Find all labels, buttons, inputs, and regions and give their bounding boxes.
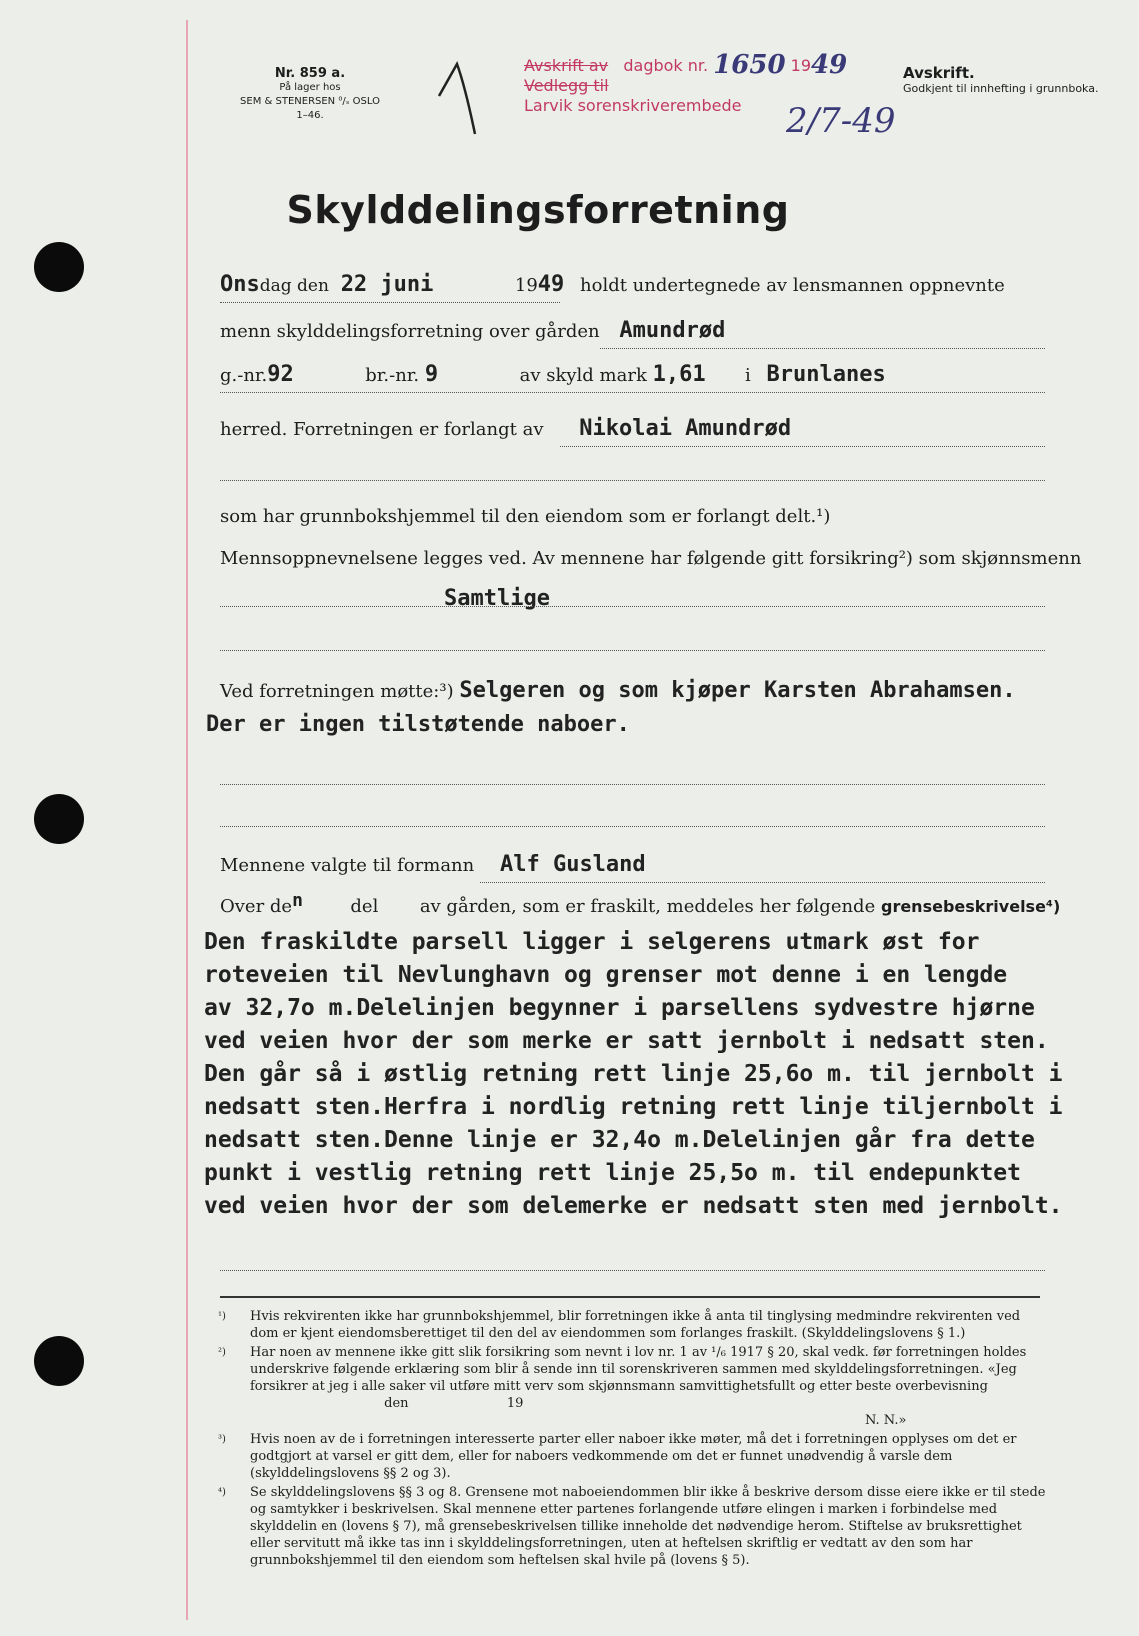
footnote-nn: N. N.» (865, 1413, 907, 1428)
publisher-line: På lager hos (279, 82, 341, 93)
stamp-office: Larvik sorenskriverembede (524, 96, 742, 115)
publisher-line: SEM & STENERSEN ⁰/ₛ OSLO (240, 96, 380, 107)
pen-mark (435, 56, 495, 136)
footnote-den: den (384, 1396, 409, 1411)
footnote: ³) Hvis noen av de i forretningen interesserte parter eller naboer ikke møter, må det i forretningen opplyses om det er godtgjort at varsel er gitt dem, eller for naboers vedkommende om det er funnet unødvendig å varsle dem (skylddelingslovens §§ 2 og 3). (218, 1432, 1017, 1481)
dotted-line (220, 392, 1045, 393)
punch-hole (34, 242, 84, 292)
skyld-label: av skyld mark (519, 365, 647, 386)
dagbok-number: 1650 (713, 50, 786, 80)
punch-hole (34, 794, 84, 844)
menn-text: Mennsoppnevnelsene legges ved. Av mennene har følgende gitt forsikring²) som skjønnsmenn (220, 548, 1082, 569)
footnote-year: 19 (506, 1396, 524, 1411)
description-line: nedsatt sten.Herfra i nordlig retning rett linje tiljernbolt i (204, 1094, 1063, 1120)
boundary-description (204, 926, 1064, 1223)
dotted-line (220, 606, 1045, 607)
description-line: av 32,7o m.Delelinjen begynner i parsellens sydvestre hjørne (204, 995, 1035, 1021)
stamp-avskrift: Avskrift av (524, 56, 609, 75)
year-value: 49 (537, 272, 565, 297)
over-label: Over de (220, 896, 293, 917)
stamp-date: 2/7-49 (786, 101, 896, 141)
avskrift-note (903, 64, 1098, 95)
form-line-mote (220, 678, 1016, 703)
dotted-line (220, 1270, 1045, 1271)
dotted-line (560, 446, 1045, 447)
form-line-farm (220, 318, 725, 343)
dotted-line (220, 784, 1045, 785)
form-line-formann (220, 852, 646, 877)
description-line: ved veien hvor der som delemerke er nedsatt sten med jernbolt. (204, 1193, 1063, 1219)
holdt-label: holdt undertegnede av lensmannen oppnevnte (580, 275, 1005, 296)
formann-value: Alf Gusland (499, 852, 646, 877)
avskrift-title: Avskrift. (903, 64, 975, 82)
document-title: Skylddelingsforretning (286, 188, 790, 232)
dotted-line (480, 882, 1045, 883)
dotted-line (220, 826, 1045, 827)
mote-value-2: Der er ingen tilstøtende naboer. (206, 712, 630, 737)
weekday-value: Ons (220, 272, 260, 297)
form-line-grense (220, 890, 1060, 917)
herred-value: Brunlanes (766, 362, 886, 387)
dotted-line (600, 348, 1045, 349)
herred-label: herred. Forretningen er forlangt av (220, 419, 544, 440)
gnr-label: g.-nr. (220, 365, 268, 386)
mote-label: Ved forretningen møtte:³) (220, 681, 454, 702)
year-prefix: 19 (514, 275, 538, 296)
del-label: del (350, 896, 379, 917)
dotted-line (220, 302, 560, 303)
skyld-value: 1,61 (652, 362, 706, 387)
over-fill: n (292, 890, 303, 911)
footnote: ²) Har noen av mennene ikke gitt slik forsikring som nevnt i lov nr. 1 av ¹/₆ 1917 § 20, skal vedk. før forretningen holdes underskrive følgende erklæring som blir å sende inn til sorenskriveren sammen med skylddelingsforretningen. «Jeg forsikrer at jeg i alle saker vil utføre mitt verv som skjønnsmann samvittighetsfullt og etter beste overbevisning den 19 N. N.» (218, 1344, 1048, 1429)
footnote-rule (220, 1296, 1040, 1298)
publisher-info (200, 66, 420, 123)
description-line: punkt i vestlig retning rett linje 25,5o m. til endepunktet (204, 1160, 1021, 1186)
dag-den-label: dag den (259, 276, 329, 296)
gnr-value: 92 (267, 362, 294, 387)
i-label: i (745, 365, 751, 386)
form-number: Nr. 859 a. (274, 66, 346, 81)
date-value: 22 juni (340, 272, 434, 297)
form-line-date (220, 272, 1005, 297)
grense-bold-label: grensebeskrivelse⁴) (880, 897, 1061, 916)
description-line: nedsatt sten.Denne linje er 32,4o m.Delelinjen går fra dette (204, 1127, 1035, 1153)
requester-value: Nikolai Amundrød (579, 416, 792, 441)
bnr-value: 9 (424, 362, 439, 387)
publisher-line: 1–46. (296, 110, 324, 121)
farm-value: Amundrød (619, 318, 726, 343)
grense-label: av gården, som er fraskilt, meddeles her følgende (419, 896, 876, 917)
punch-hole (34, 1336, 84, 1386)
skjonnsmenn-value: Samtlige (444, 586, 550, 611)
form-line-requester (220, 416, 791, 441)
footnote: ⁴) Se skylddelingslovens §§ 3 og 8. Grensene mot naboeiendommen blir ikke å beskrive dersom disse eiere ikke er til stede og samtykker i beskrivelsen. Skal mennene etter partenes forlangende utføre elingen i marken i forbindelse med skylddelin en (lovens § 7), må grensebeskrivelsen tillike inneholde det nødvendige herom. Stiftelse av bruksrettighet eller servitutt må ikke tas inn i skylddelingsforretningen, uten at heftelsen skriftlig er vedtatt av den som har grunnbokshjemmel til den eiendom som heftelsen skal hvile på (lovens § 5). (218, 1485, 1046, 1568)
description-line: roteveien til Nevlunghavn og grenser mot denne i en lengde (204, 962, 1008, 988)
avskrift-sub: Godkjent til innhefting i grunnboka. (903, 82, 1099, 95)
stamp-year-suffix: 49 (811, 50, 848, 80)
dotted-line (220, 480, 1045, 481)
stamp-dagbok: dagbok nr. (623, 56, 709, 75)
stamp-vedlegg: Vedlegg til (524, 76, 609, 95)
form-line-mote-2 (206, 712, 630, 737)
dotted-line (220, 650, 1045, 651)
registration-stamp (524, 50, 896, 141)
footnote: ¹) Hvis rekvirenten ikke har grunnbokshjemmel, blir forretningen ikke å anta til tinglysing medmindre rekvirenten ved dom er kjent eiendomsberettiget til den del av eiendommen som forlanges fraskilt. (Skylddelingslovens § 1.) (218, 1309, 1021, 1341)
description-line: Den fraskildte parsell ligger i selgerens utmark øst for (204, 929, 980, 955)
form-line-gnr (220, 362, 886, 387)
stamp-year: 19 (790, 56, 812, 75)
formann-label: Mennene valgte til formann (220, 855, 475, 876)
mote-value-1: Selgeren og som kjøper Karsten Abrahamsen. (459, 678, 1016, 703)
description-line: ved veien hvor der som merke er satt jernbolt i nedsatt sten. (204, 1028, 1049, 1054)
margin-line (186, 20, 188, 1620)
description-line: Den går så i østlig retning rett linje 25,6o m. til jernbolt i (204, 1061, 1063, 1087)
footnotes (218, 1308, 1048, 1571)
bnr-label: br.-nr. (365, 365, 420, 386)
grunnbok-text: som har grunnbokshjemmel til den eiendom som er forlangt delt.¹) (220, 506, 831, 527)
menn-label: menn skylddelingsforretning over gården (220, 321, 600, 342)
